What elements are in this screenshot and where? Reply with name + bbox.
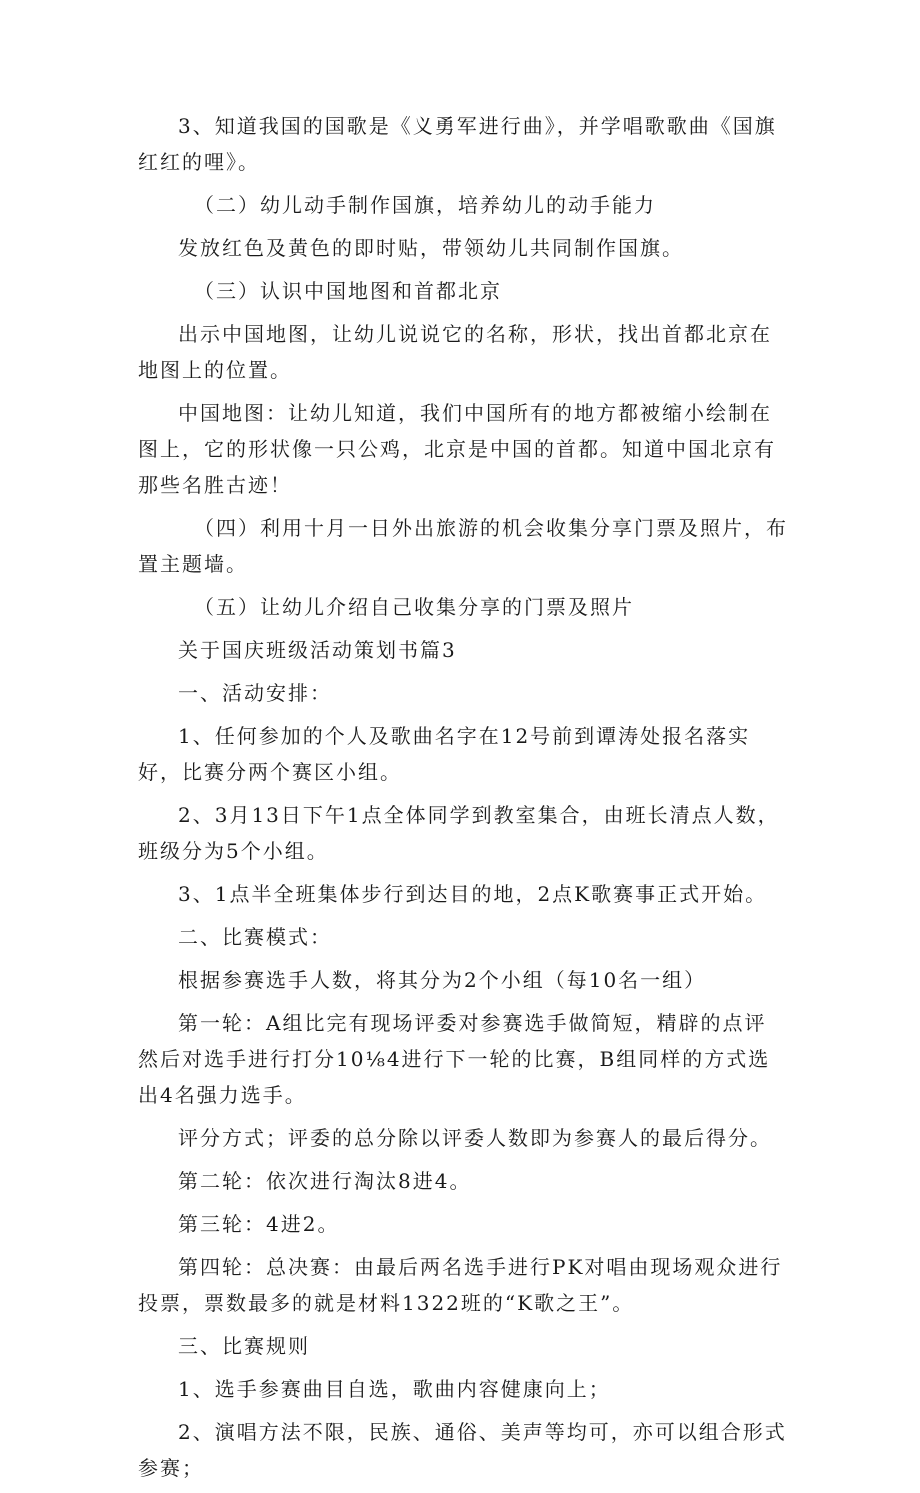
paragraph: 1、任何参加的个人及歌曲名字在12号前到谭涛处报名落实好，比赛分两个赛区小组。 xyxy=(138,724,751,784)
paragraph: 3、1点半全班集体步行到达目的地，2点K歌赛事正式开始。 xyxy=(178,882,768,906)
section-heading: （二）幼儿动手制作国旗，培养幼儿的动手能力 xyxy=(194,193,656,217)
paragraph: 评分方式；评委的总分除以评委人数即为参赛人的最后得分。 xyxy=(178,1126,772,1150)
section-heading: 二、比赛模式： xyxy=(178,925,332,949)
paragraph: 第二轮：依次进行淘汰8进4。 xyxy=(178,1169,472,1193)
paragraph: 发放红色及黄色的即时贴，带领幼儿共同制作国旗。 xyxy=(178,236,684,260)
paragraph: 中国地图：让幼儿知道，我们中国所有的地方都被缩小绘制在图上，它的形状像一只公鸡，北京是中国的首都。知道中国北京有那些名胜古迹！ xyxy=(138,401,776,497)
paragraph: 3、知道我国的国歌是《义勇军进行曲》，并学唱歌歌曲《国旗红红的哩》。 xyxy=(138,114,777,174)
section-heading: 三、比赛规则 xyxy=(178,1334,310,1358)
section-heading: （三）认识中国地图和首都北京 xyxy=(194,279,502,303)
paragraph: 第一轮：A组比完有现场评委对参赛选手做简短，精辟的点评然后对选手进行打分10⅛4进行下一轮的比赛，B组同样的方式选出4名强力选手。 xyxy=(138,1011,771,1107)
article-title: 关于国庆班级活动策划书篇3 xyxy=(178,638,457,662)
section-heading: （四）利用十月一日外出旅游的机会收集分享门票及照片，布置主题墙。 xyxy=(138,516,788,576)
document-body xyxy=(138,108,788,1493)
paragraph: 1、选手参赛曲目自选，歌曲内容健康向上； xyxy=(178,1377,611,1401)
section-heading: 一、活动安排： xyxy=(178,681,332,705)
paragraph: 第四轮：总决赛：由最后两名选手进行PK对唱由现场观众进行投票，票数最多的就是材料1322班的“K歌之王”。 xyxy=(138,1255,783,1315)
paragraph: 根据参赛选手人数，将其分为2个小组（每10名一组） xyxy=(178,968,707,992)
paragraph: 第三轮：4进2。 xyxy=(178,1212,340,1236)
paragraph: 出示中国地图，让幼儿说说它的名称，形状，找出首都北京在地图上的位置。 xyxy=(138,322,772,382)
section-heading: （五）让幼儿介绍自己收集分享的门票及照片 xyxy=(194,595,634,619)
paragraph: 2、3月13日下午1点全体同学到教室集合，由班长清点人数，班级分为5个小组。 xyxy=(138,803,780,863)
paragraph: 2、演唱方法不限，民族、通俗、美声等均可，亦可以组合形式参赛； xyxy=(138,1420,787,1480)
